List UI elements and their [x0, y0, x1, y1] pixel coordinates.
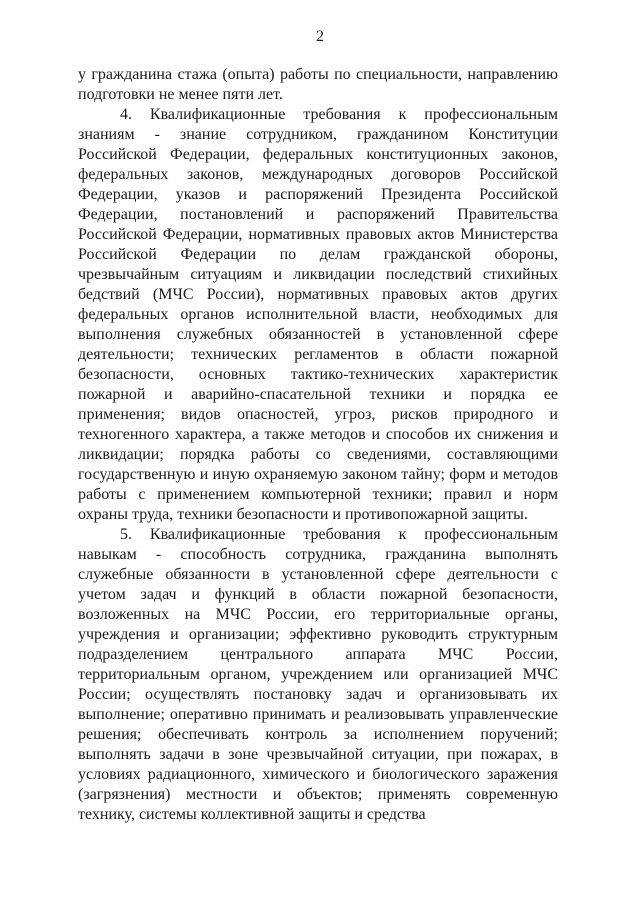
- document-body: [78, 65, 558, 825]
- paragraph-continuation: у гражданина стажа (опыта) работы по специальности, направлению подготовки не менее пяти лет.: [78, 66, 558, 103]
- paragraph-item-4-knowledge-requirements: 4. Квалификационные требования к профессиональным знаниям - знание сотрудником, гражданином Конституции Российской Федерации, федеральных конституционных законов, федеральных законов, международных договоров Российской Федерации, указов и распоряжений Президента Российской Федерации, постановлений и распоряжений Правительства Российской Федерации, нормативных правовых актов Министерства Российской Федерации по делам гражданской обороны, чрезвычайным ситуациям и ликвидации последствий стихийных бедствий (МЧС России), нормативных правовых актов других федеральных органов исполнительной власти, необходимых для выполнения служебных обязанностей в установленной сфере деятельности; технических регламентов в области пожарной безопасности, основных тактико-технических характеристик пожарной и аварийно-спасательной техники и порядка ее применения; видов опасностей, угроз, рисков природного и техногенного характера, а также методов и способов их снижения и ликвидации; порядка работы со сведениями, составляющими государственную и иную охраняемую законом тайну; форм и методов работы с применением компьютерной техники; правил и норм охраны труда, техники безопасности и противопожарной защиты.: [78, 106, 558, 523]
- page-number: 2: [316, 28, 324, 45]
- paragraph-item-5-skills-requirements: 5. Квалификационные требования к профессиональным навыкам - способность сотрудника, гражданина выполнять служебные обязанности в установленной сфере деятельности с учетом задач и функций в области пожарной безопасности, возложенных на МЧС России, его территориальные органы, учреждения и организации; эффективно руководить структурным подразделением центрального аппарата МЧС России, территориальным органом, учреждением или организацией МЧС России; осуществлять постановку задач и организовывать их выполнение; оперативно принимать и реализовывать управленческие решения; обеспечивать контроль за исполнением поручений; выполнять задачи в зоне чрезвычайной ситуации, при пожарах, в условиях радиационного, химического и биологического заражения (загрязнения) местности и объектов; применять современную технику, системы коллективной защиты и средства: [78, 526, 558, 823]
